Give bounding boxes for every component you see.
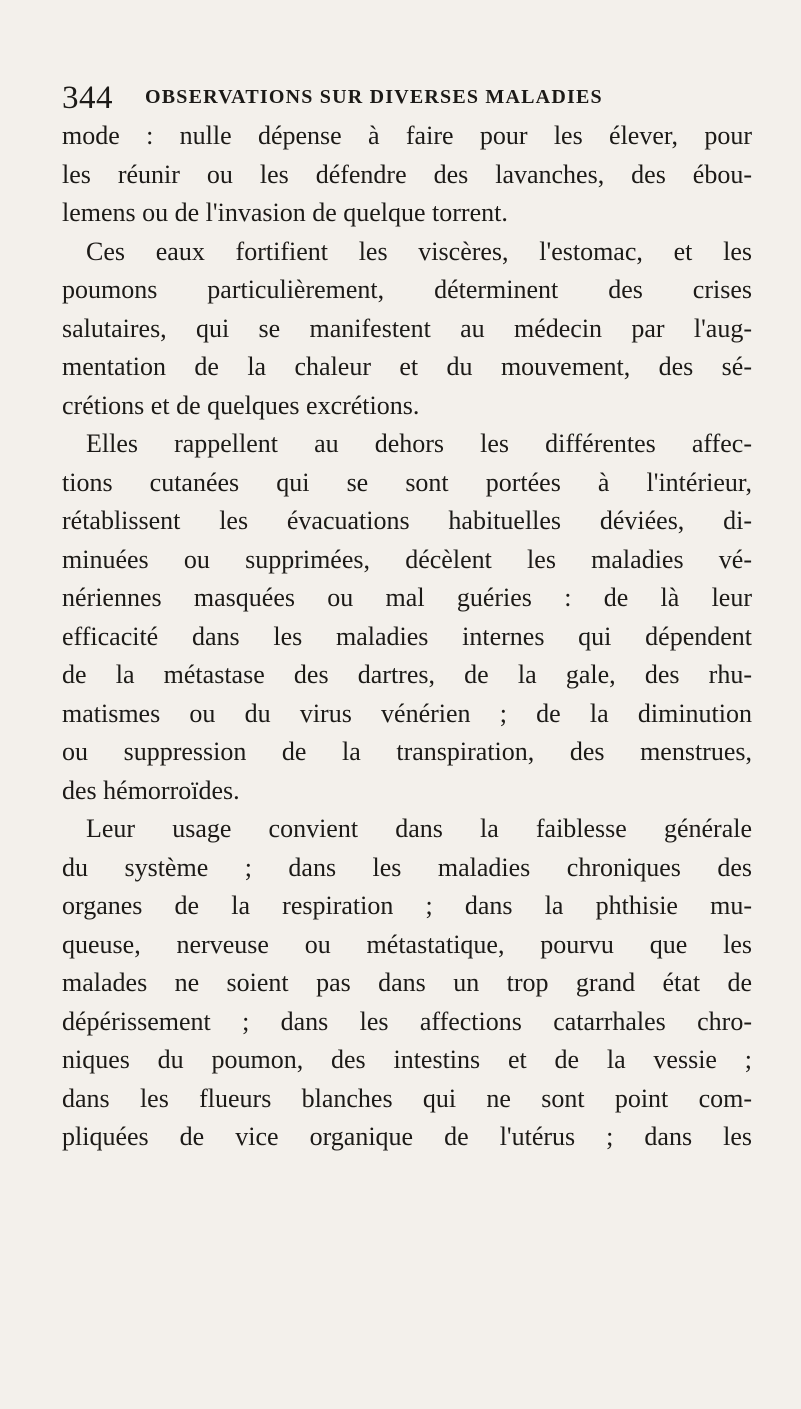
page-number: 344 [62,80,113,116]
text-line: matismes ou du virus vénérien ; de la diminution [62,698,752,728]
text-line: tions cutanées qui se sont portées à l'intérieur, [62,467,752,497]
text-line: du système ; dans les maladies chroniques des [62,852,752,882]
text-line: des hémorroïdes. [62,775,240,805]
text-line: Elles rappellent au dehors les différentes affec- [86,429,752,458]
body-text [62,117,752,1157]
text-line: malades ne soient pas dans un trop grand état de [62,968,752,997]
text-line: dépérissement ; dans les affections catarrhales chro- [62,1006,752,1036]
text-line: de la métastase des dartres, de la gale, des rhu- [62,660,752,689]
text-line: Ces eaux fortifient les viscères, l'estomac, et les [86,236,752,266]
text-line: les réunir ou les défendre des lavanches, des ébou- [62,159,752,189]
text-line: lemens ou de l'invasion de quelque torrent. [62,198,508,227]
text-line: crétions et de quelques excrétions. [62,390,420,420]
page-header [62,78,752,118]
text-line: niques du poumon, des intestins et de la vessie ; [62,1045,752,1074]
text-line: organes de la respiration ; dans la phthisie mu- [62,891,752,920]
text-line: pliquées de vice organique de l'utérus ; dans les [62,1122,752,1151]
text-line: efficacité dans les maladies internes qui dépendent [62,621,752,651]
text-line: Leur usage convient dans la faiblesse générale [86,814,752,843]
text-line: ou suppression de la transpiration, des menstrues, [62,737,752,766]
text-line: queuse, nerveuse ou métastatique, pourvu que les [62,929,752,959]
text-line: nériennes masquées ou mal guéries : de là leur [62,583,752,612]
text-line: poumons particulièrement, déterminent des crises [62,275,752,304]
text-line: dans les flueurs blanches qui ne sont point com- [62,1083,752,1113]
text-line: rétablissent les évacuations habituelles déviées, di- [62,506,752,535]
text-line: salutaires, qui se manifestent au médecin par l'aug- [62,313,752,343]
text-line: mode : nulle dépense à faire pour les élever, pour [62,121,752,150]
text-line: mentation de la chaleur et du mouvement, des sé- [62,352,752,381]
running-head: OBSERVATIONS SUR DIVERSES MALADIES [145,86,603,108]
text-line: minuées ou supprimées, décèlent les maladies vé- [62,544,752,574]
